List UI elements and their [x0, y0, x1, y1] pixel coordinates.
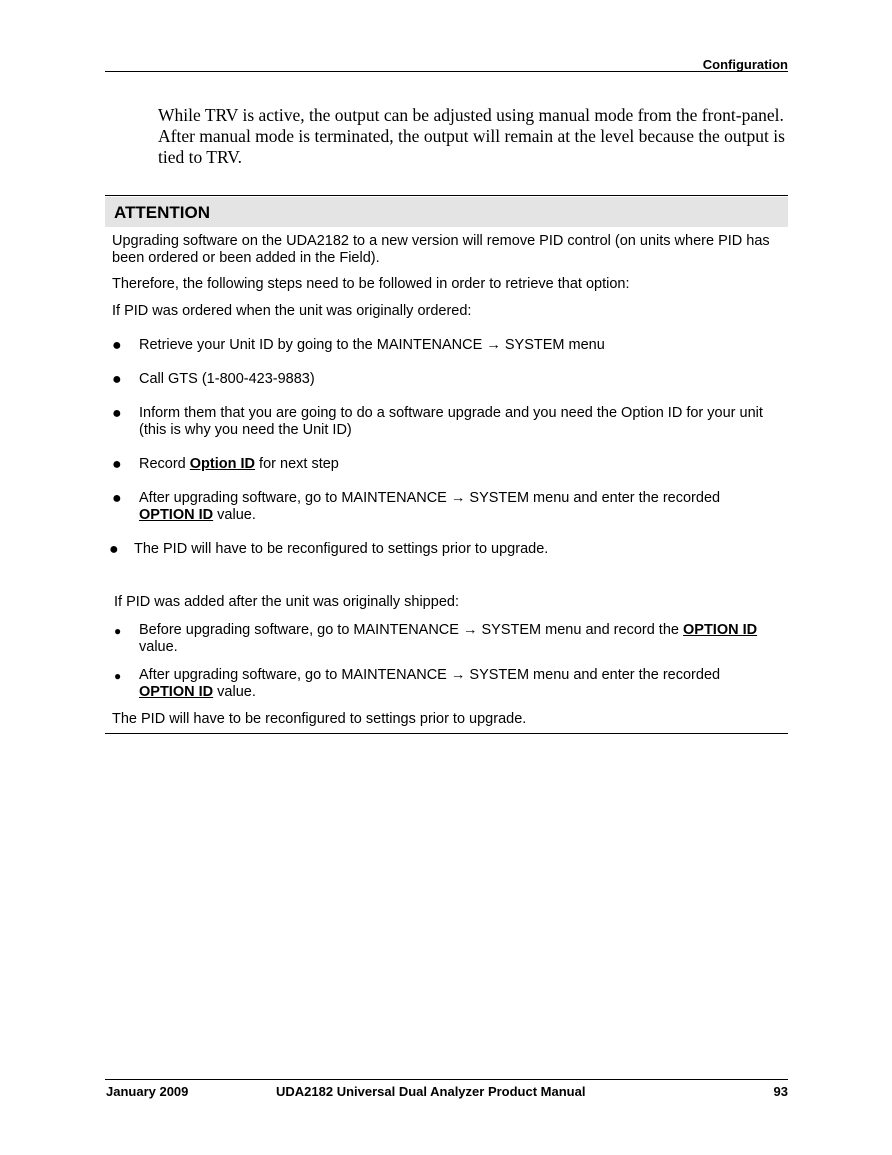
footer-date: January 2009 [106, 1084, 189, 1099]
bullet-icon: ● [112, 490, 122, 507]
ordered-step-4-prefix: Record [139, 456, 190, 472]
ordered-step-6: The PID will have to be reconfigured to settings prior to upgrade. [134, 541, 549, 557]
attention-paragraph-4: If PID was added after the unit was originally shipped: [114, 594, 459, 610]
section-title: Configuration [702, 57, 788, 72]
added-step-2-line-2 [139, 684, 256, 701]
bullet-icon: ● [112, 337, 122, 354]
ordered-step-5-line-2 [139, 507, 256, 524]
ordered-step-4-suffix: for next step [255, 456, 339, 472]
attention-bottom-rule [105, 733, 788, 734]
bullet-icon: ● [112, 371, 122, 388]
attention-paragraph-2: Therefore, the following steps need to be followed in order to retrieve that option: [112, 276, 630, 292]
bullet-icon: ● [112, 456, 122, 473]
attention-closing: The PID will have to be reconfigured to settings prior to upgrade. [112, 711, 527, 727]
option-id-label: OPTION ID [139, 507, 214, 523]
ordered-step-3-line-1: Inform them that you are going to do a software upgrade and you need the Option ID for your unit [139, 405, 763, 421]
added-step-1-prefix: Before upgrading software, go to MAINTENANCE → SYSTEM menu and record the [139, 622, 683, 638]
ordered-step-3-line-2: (this is why you need the Unit ID) [139, 422, 352, 438]
added-step-1-line-2: value. [139, 639, 178, 655]
attention-title: ATTENTION [114, 203, 211, 222]
ordered-step-5-line-1: After upgrading software, go to MAINTENANCE → SYSTEM menu and enter the recorded [139, 490, 721, 506]
added-step-1-line-1 [139, 622, 757, 639]
attention-paragraph-3: If PID was ordered when the unit was originally ordered: [112, 303, 472, 319]
option-id-label: OPTION ID [683, 622, 758, 638]
ordered-step-1: Retrieve your Unit ID by going to the MAINTENANCE → SYSTEM menu [139, 337, 605, 353]
attention-top-rule [105, 195, 788, 196]
ordered-step-5-suffix: value. [213, 507, 256, 523]
added-step-2-suffix: value. [213, 684, 256, 700]
header-rule [105, 71, 788, 72]
ordered-step-2: Call GTS (1-800-423-9883) [139, 371, 315, 387]
footer-page-number: 93 [773, 1084, 788, 1099]
ordered-step-4 [139, 456, 339, 473]
footer-manual-title: UDA2182 Universal Dual Analyzer Product Manual [276, 1084, 586, 1099]
intro-paragraph: While TRV is active, the output can be adjusted using manual mode from the front-panel. After manual mode is terminated, the output will remain at the level because the output is tied to TRV. [158, 105, 785, 167]
bullet-icon: ● [112, 405, 122, 422]
bullet-icon: ● [114, 624, 122, 638]
bullet-icon: ● [114, 669, 122, 683]
attention-paragraph-1: Upgrading software on the UDA2182 to a new version will remove PID control (on units where PID has been ordered or been added in the Field). [112, 233, 770, 266]
bullet-icon: ● [109, 541, 119, 558]
option-id-label: Option ID [189, 456, 256, 472]
added-step-2-line-1: After upgrading software, go to MAINTENANCE → SYSTEM menu and enter the recorded [139, 667, 721, 683]
footer-rule [105, 1079, 788, 1080]
option-id-label: OPTION ID [139, 684, 214, 700]
